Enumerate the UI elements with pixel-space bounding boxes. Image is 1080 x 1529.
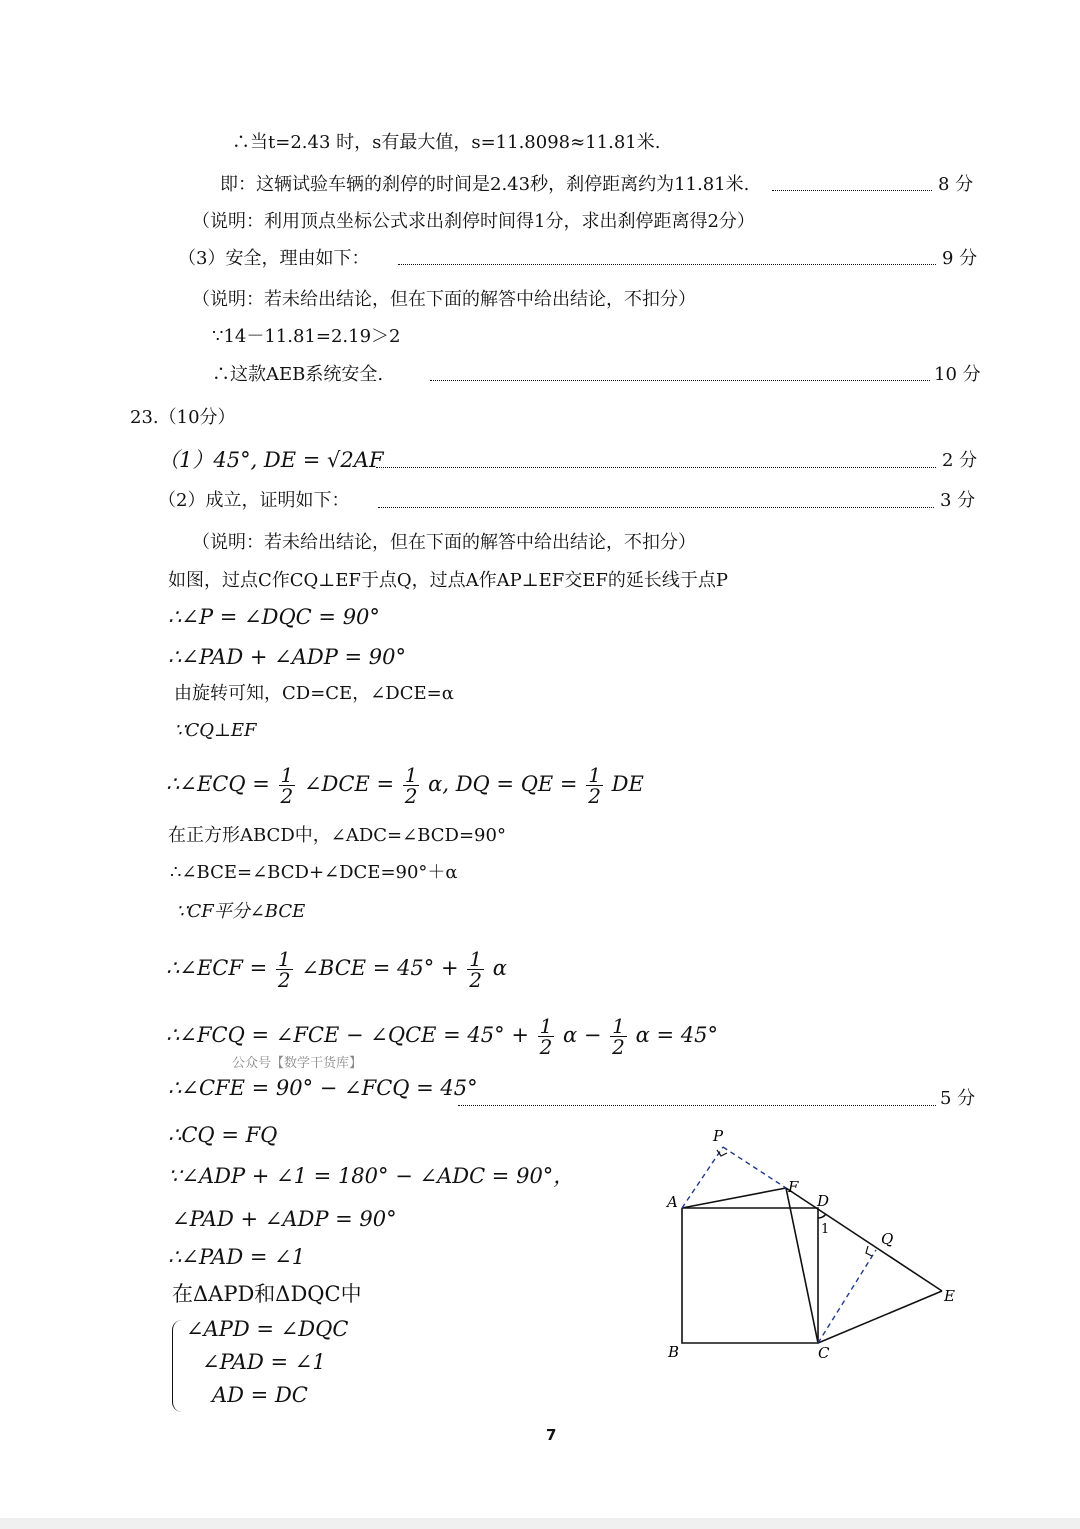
line-construction: 如图，过点C作CQ⊥EF于点Q，过点A作AP⊥EF交EF的延长线于点P — [168, 570, 729, 591]
angle-1-arc — [818, 1214, 826, 1218]
label-e: E — [944, 1287, 955, 1305]
fraction-half: $\frac{1}{2}$ — [612, 1014, 625, 1059]
score-9: 9 分 — [942, 248, 978, 269]
line-angle-p: ∴∠P = ∠DQC = 90° — [168, 605, 380, 629]
line-cond-2: ∠PAD = ∠1 — [202, 1350, 326, 1374]
fraction-half: $\frac{1}{2}$ — [539, 1014, 553, 1059]
fcq-part-3: α = 45° — [635, 1023, 718, 1047]
score-5: 5 分 — [940, 1088, 976, 1109]
line-cq-perp: ∵CQ⊥EF — [174, 720, 257, 741]
label-b: B — [668, 1343, 680, 1361]
right-angle-q — [866, 1246, 872, 1256]
page-number: 7 — [546, 1426, 557, 1444]
line-aeb-safe: ∴这款AEB系统安全. — [212, 364, 384, 385]
watermark: 公众号【数学干货库】 — [232, 1056, 363, 1071]
line-note-conclusion-2: （说明：若未给出结论，但在下面的解答中给出结论，不扣分） — [192, 532, 696, 553]
segment-af — [682, 1188, 786, 1208]
line-pad-adp: ∴∠PAD + ∠ADP = 90° — [168, 645, 407, 669]
ecf-part-2: ∠BCE = 45° + — [301, 956, 459, 980]
fraction-half: $\frac{1}{2}$ — [404, 763, 418, 808]
line-pad-angle1: ∴∠PAD = ∠1 — [168, 1245, 306, 1269]
label-angle-1: 1 — [821, 1222, 830, 1237]
right-angle-p — [717, 1150, 727, 1156]
line-square-angles: 在正方形ABCD中，∠ADC=∠BCD=90° — [168, 825, 506, 846]
line-part3-safe: （3）安全，理由如下： — [178, 248, 370, 269]
fcq-part-2: α − — [563, 1023, 602, 1047]
label-c: C — [818, 1344, 830, 1362]
segment-cf — [786, 1188, 818, 1343]
fraction-half: $\frac{1}{2}$ — [280, 763, 294, 808]
label-f: F — [788, 1178, 799, 1196]
fraction-half: $\frac{1}{2}$ — [469, 947, 482, 992]
label-p: P — [713, 1127, 724, 1145]
line-adp-angle1: ∵∠ADP + ∠1 = 180° − ∠ADC = 90°， — [168, 1164, 575, 1188]
bottom-bar — [0, 1518, 1080, 1529]
label-a: A — [667, 1193, 678, 1211]
line-note-vertex: （说明：利用顶点坐标公式求出刹停时间得1分，求出刹停距离得2分） — [192, 211, 755, 232]
line-part1-answer: （1）45°, DE = √2AF — [158, 448, 384, 472]
segment-ap-dashed — [682, 1147, 723, 1208]
segment-pf-dashed — [723, 1147, 786, 1188]
line-conclusion-stop: 即：这辆试验车辆的刹停的时间是2.43秒，刹停距离约为11.81米. — [220, 174, 750, 195]
fraction-half: $\frac{1}{2}$ — [277, 947, 291, 992]
label-q: Q — [881, 1230, 894, 1248]
line-cf-bisect: ∵CF平分∠BCE — [176, 901, 306, 922]
segment-cq-dashed — [818, 1250, 876, 1343]
segment-ce — [818, 1291, 942, 1343]
score-2: 2 分 — [942, 450, 978, 471]
line-cfe: ∴∠CFE = 90° − ∠FCQ = 45° — [168, 1076, 478, 1100]
score-8: 8 分 — [938, 174, 974, 195]
question-23-heading: 23.（10分） — [130, 407, 236, 428]
label-d: D — [817, 1192, 830, 1210]
fcq-part-1: ∴∠FCQ = ∠FCE − ∠QCE = 45° + — [166, 1023, 529, 1047]
line-part2-holds: （2）成立，证明如下： — [158, 490, 350, 511]
line-difference: ∵14－11.81=2.19＞2 — [212, 326, 401, 347]
score-3: 3 分 — [940, 490, 976, 511]
line-note-conclusion: （说明：若未给出结论，但在下面的解答中给出结论，不扣分） — [192, 289, 696, 310]
line-cond-1: ∠APD = ∠DQC — [186, 1317, 349, 1341]
segment-fe — [786, 1188, 942, 1291]
ecq-part-2: ∠DCE = — [303, 772, 395, 796]
ecf-part-1: ∴∠ECF = — [166, 956, 268, 980]
ecf-part-3: α — [492, 956, 507, 980]
square-abcd — [682, 1208, 818, 1343]
line-t-max: ∴当t=2.43 时，s有最大值，s=11.8098≈11.81米. — [232, 132, 661, 153]
line-triangles: 在ΔAPD和ΔDQC中 — [172, 1282, 362, 1306]
fraction-half: $\frac{1}{2}$ — [588, 763, 601, 808]
line-bce-sum: ∴∠BCE=∠BCD+∠DCE=90°＋α — [170, 862, 458, 883]
line-rotation: 由旋转可知，CD=CE，∠DCE=α — [174, 683, 454, 704]
score-10: 10 分 — [934, 364, 981, 385]
line-pad-adp-2: ∠PAD + ∠ADP = 90° — [172, 1207, 397, 1231]
ecq-part-1: ∴∠ECQ = — [166, 772, 270, 796]
ecq-part-4: DE — [611, 772, 644, 796]
line-cond-3: AD = DC — [212, 1383, 308, 1407]
ecq-part-3: α, DQ = QE = — [428, 772, 578, 796]
line-cq-fq: ∴CQ = FQ — [168, 1123, 278, 1147]
